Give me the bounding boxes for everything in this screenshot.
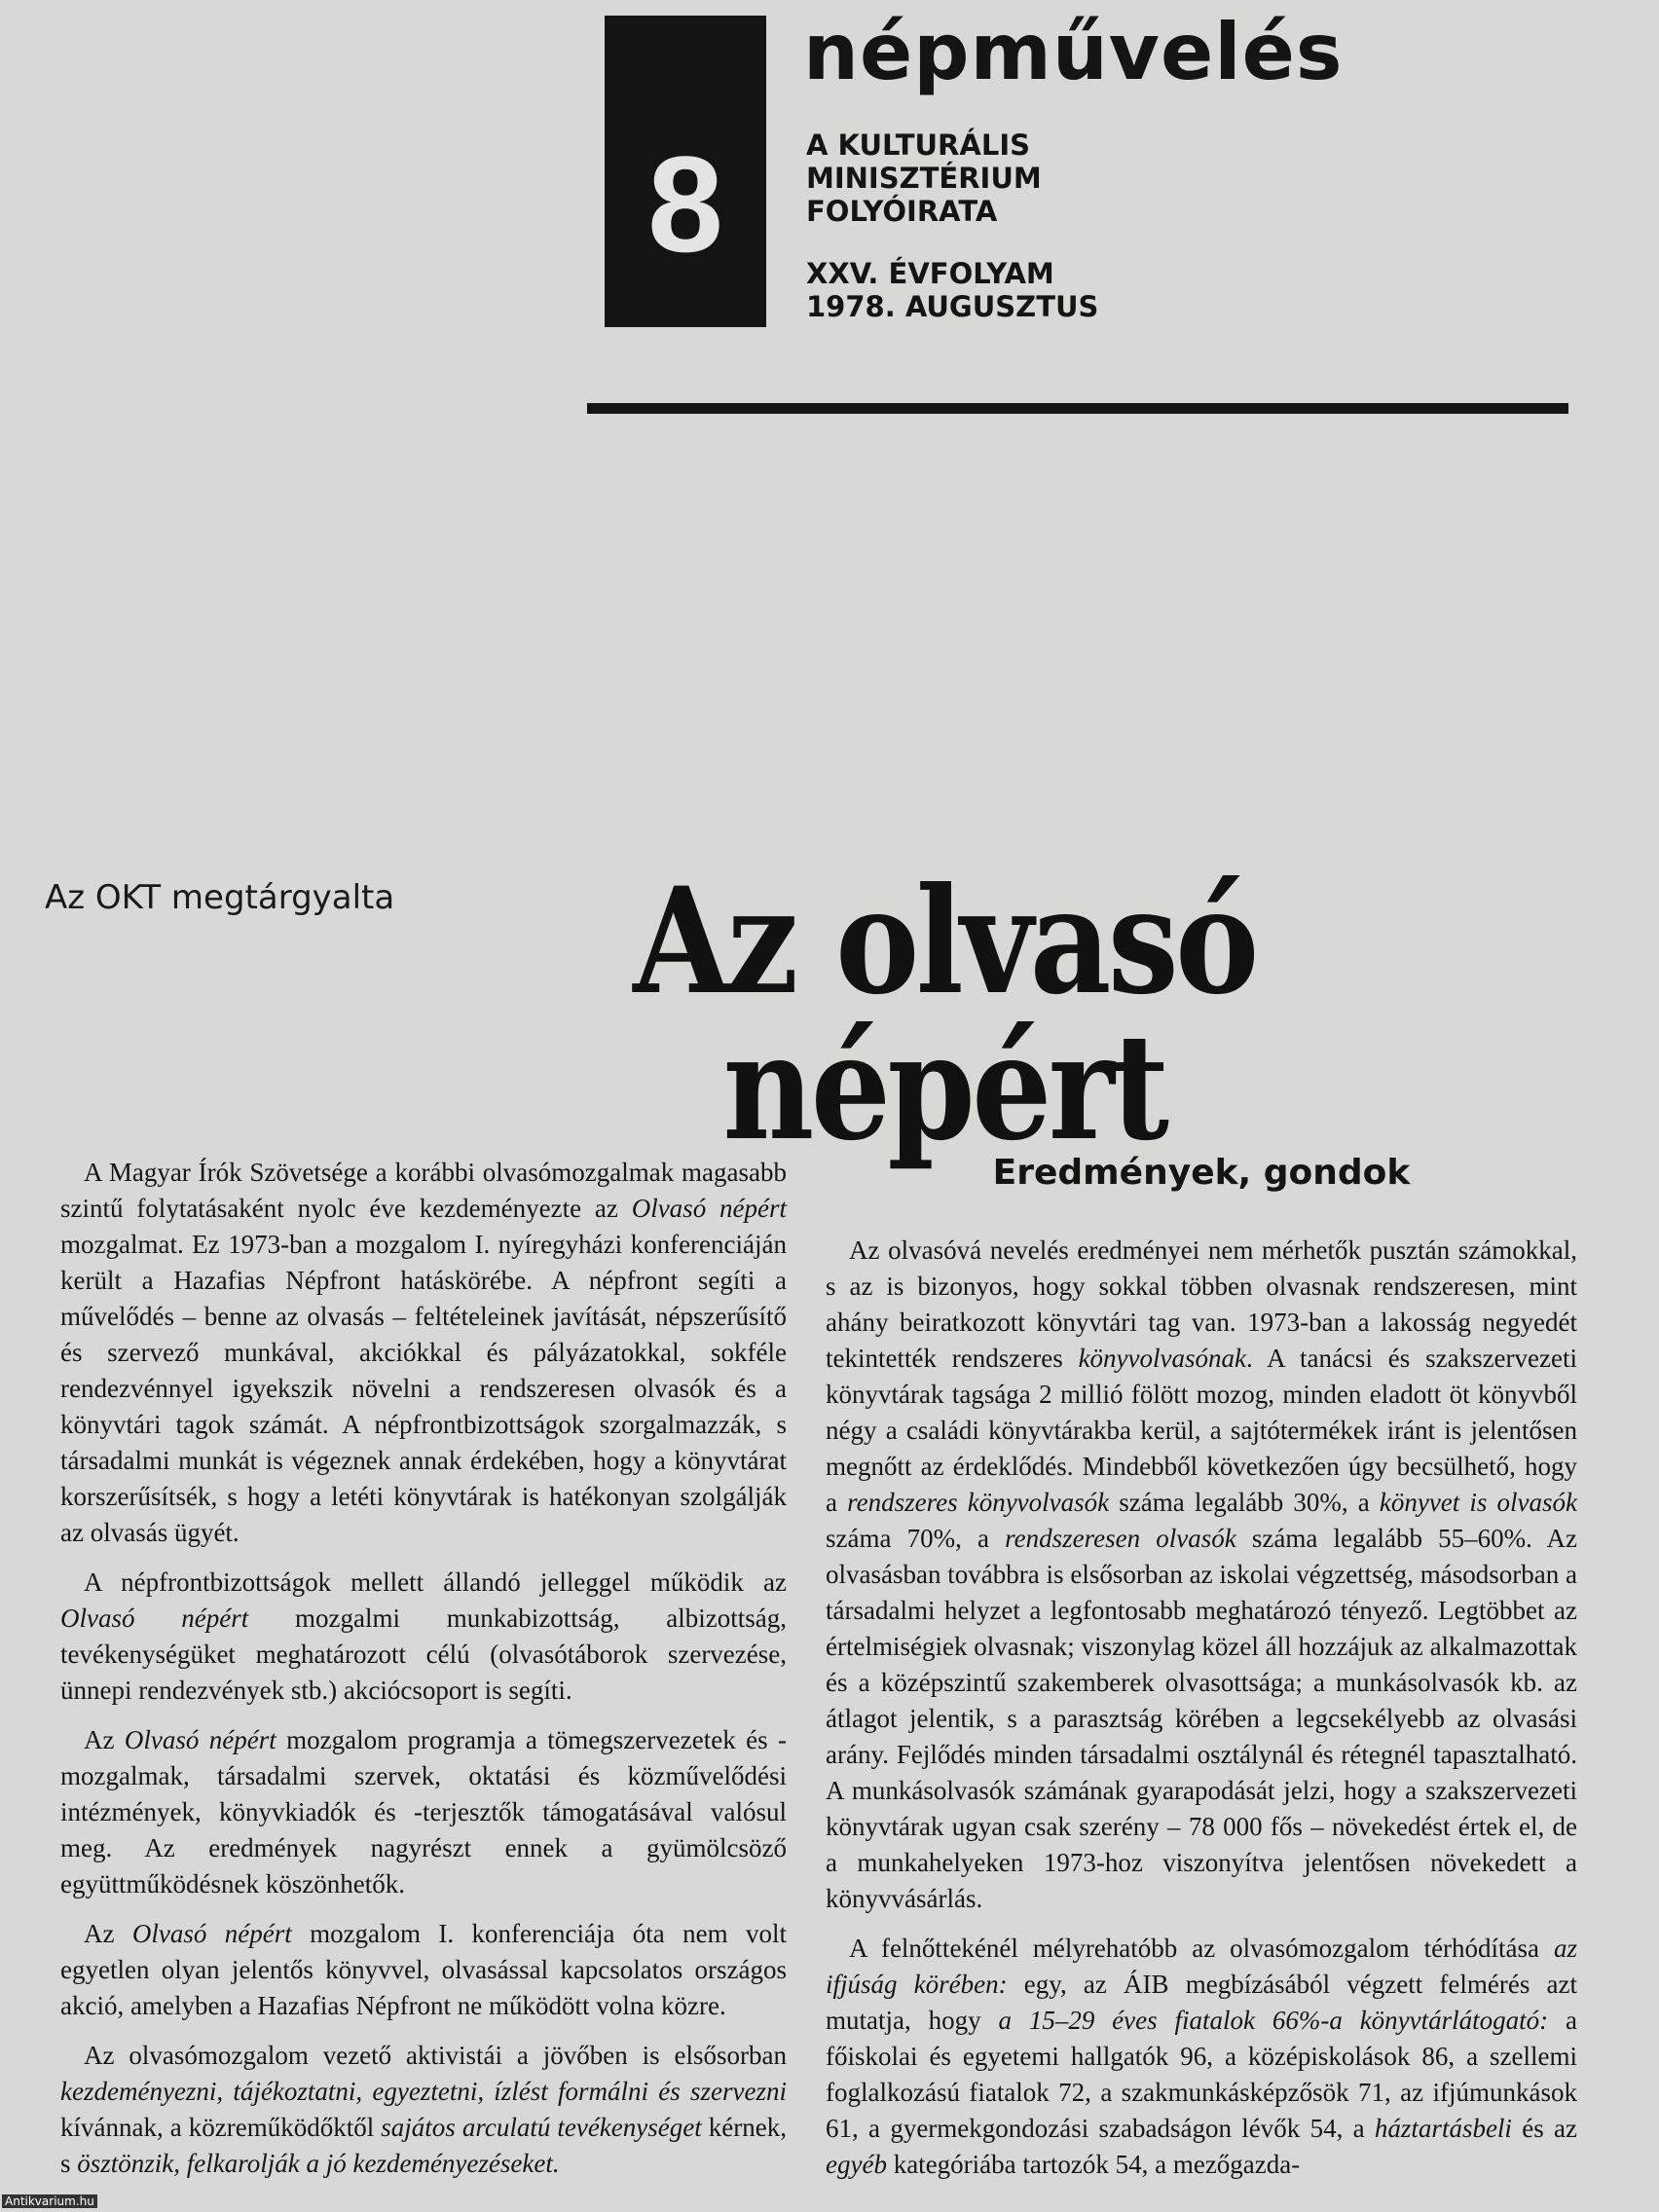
magazine-title: népművelés [803,7,1344,97]
article-body-right [826,1233,1577,2196]
watermark: Antikvarium.hu [2,2194,97,2208]
publisher-line: MINISZTÉRIUM [806,162,1042,195]
publisher-line: FOLYÓIRATA [806,195,998,228]
paragraph: A népfrontbizottságok mellett állandó jelleggel működik az Olvasó népért mozgalmi munkabizottság, albizottság, tevékenységüket meghatározott célú (olvasótáborok szervezése, ünnepi rendezvények stb.) akciócsoport is segíti. [60,1567,787,1705]
masthead-rule [587,403,1568,414]
paragraph: A felnőttekénél mélyrehatóbb az olvasómozgalom térhódítása az ifjúság körében: egy, az ÁIB megbízásából végzett felmérés azt mutatja, hogy a 15–29 éves fiatalok 66%-a könyvtárlátogató: a főiskolai és egyetemi hallgatók 96, a középiskolások 86, a szellemi foglalkozású fiatalok 72, a szakmunkásképzősök 71, az ifjúmunkások 61, a gyermekgondozási szabadságon lévők 54, a háztartásbeli és az egyéb kategóriába tartozók 54, a mezőgazda- [826,1934,1578,2179]
publisher-block [806,129,1042,228]
paragraph: Az olvasómozgalom vezető aktivistái a jövőben is elsősorban kezdeményezni, tájékoztatni, egyeztetni, ízlést formálni és szervezni kívánnak, a közreműködőktől sajátos arculatú tevékenységet kérnek, s ösztönzik, felkarolják a jó kezdeményezéseket. [60,2041,787,2178]
volume: XXV. ÉVFOLYAM [806,257,1054,290]
paragraph: A Magyar Írók Szövetsége a korábbi olvasómozgalmak magasabb szintű folytatásaként nyolc éve kezdeményezte az Olvasó népért mozgalmat. Ez 1973-ban a mozgalom I. nyíregyházi konferenciáján került a Hazafias Népfront hatáskörébe. A népfront segíti a művelődés – benne az olvasás – feltételeinek javítását, népszerűsítő és szervező munkával, akciókkal és pályázatokkal, sokféle rendezvénnyel igyekszik növelni a rendszeresen olvasók és a könyvtári tagok számát. A népfrontbizottságok szorgalmazzák, s társadalmi munkát is végeznek annak érdekében, hogy a könyvtárat korszerűsítsék, s hogy a letéti könyvtárak is hatékonyan szolgálják az olvasás ügyét. [60,1158,787,1547]
article-headline: Az olvasó népért [633,856,1256,1173]
paragraph: Az olvasóvá nevelés eredményei nem mérhetők pusztán számokkal, s az is bizonyos, hogy sokkal többen olvasnak rendszeresen, mint ahány beiratkozott könyvtári tag van. 1973-ban a lakosság negyedét tekintették rendszeres könyvolvasónak. A tanácsi és szakszervezeti könyvtárak tagsága 2 millió fölött mozog, minden eladott öt könyvből négy a családi könyvtárakba kerül, a sajtótermékek iránt is jelentősen megnőtt az érdeklődés. Mindebből következően úgy becsülhető, hogy a rendszeres könyvolvasók száma legalább 30%, a könyvet is olvasók száma 70%, a rendszeresen olvasók száma legalább 55–60%. Az olvasásban továbbra is elsősorban az iskolai végzettség, másodsorban a társadalmi helyzet a legfontosabb meghatározó tényező. Legtöbbet az értelmiségiek olvasnak; viszonylag közel áll hozzájuk az alkalmazottak és a középszintű szakemberek olvasottsága; a munkásolvasók kb. az átlagot jelentik, s a parasztság körében a legcsekélyebb az olvasási arány. Fejlődés minden társadalmi osztálynál és rétegnél tapasztalható. A munkásolvasók számának gyarapodását jelzi, hogy a szakszervezeti könyvtárak ugyan csak szerény – 78 000 fős – növekedést értek el, de a munkahelyeken 1973-hoz viszonyítva jelentősen növekedett a könyvvásárlás. [826,1235,1578,1913]
issue-date: 1978. AUGUSZTUS [806,290,1099,323]
paragraph: Az Olvasó népért mozgalom I. konferenciája óta nem volt egyetlen olyan jelentős könyvvel, olvasással kapcsolatos országos akció, amelyben a Hazafias Népfront ne működött volna közre. [60,1919,788,2020]
section-title: Eredmények, gondok [992,1153,1411,1193]
publisher-line: A KULTURÁLIS [806,129,1030,162]
issue-info [806,257,1098,323]
issue-number: 8 [647,128,723,280]
article-body-left [60,1155,787,2195]
paragraph: Az Olvasó népért mozgalom programja a tömegszervezetek és -mozgalmak, társadalmi szervek, oktatási és közművelődési intézmények, könyvkiadók és -terjesztők támogatásával valósul meg. Az eredmények nagyrészt ennek a gyümölcsöző együttműködésnek köszönhetők. [60,1725,787,1899]
article-kicker: Az OKT megtárgyalta [45,878,395,917]
